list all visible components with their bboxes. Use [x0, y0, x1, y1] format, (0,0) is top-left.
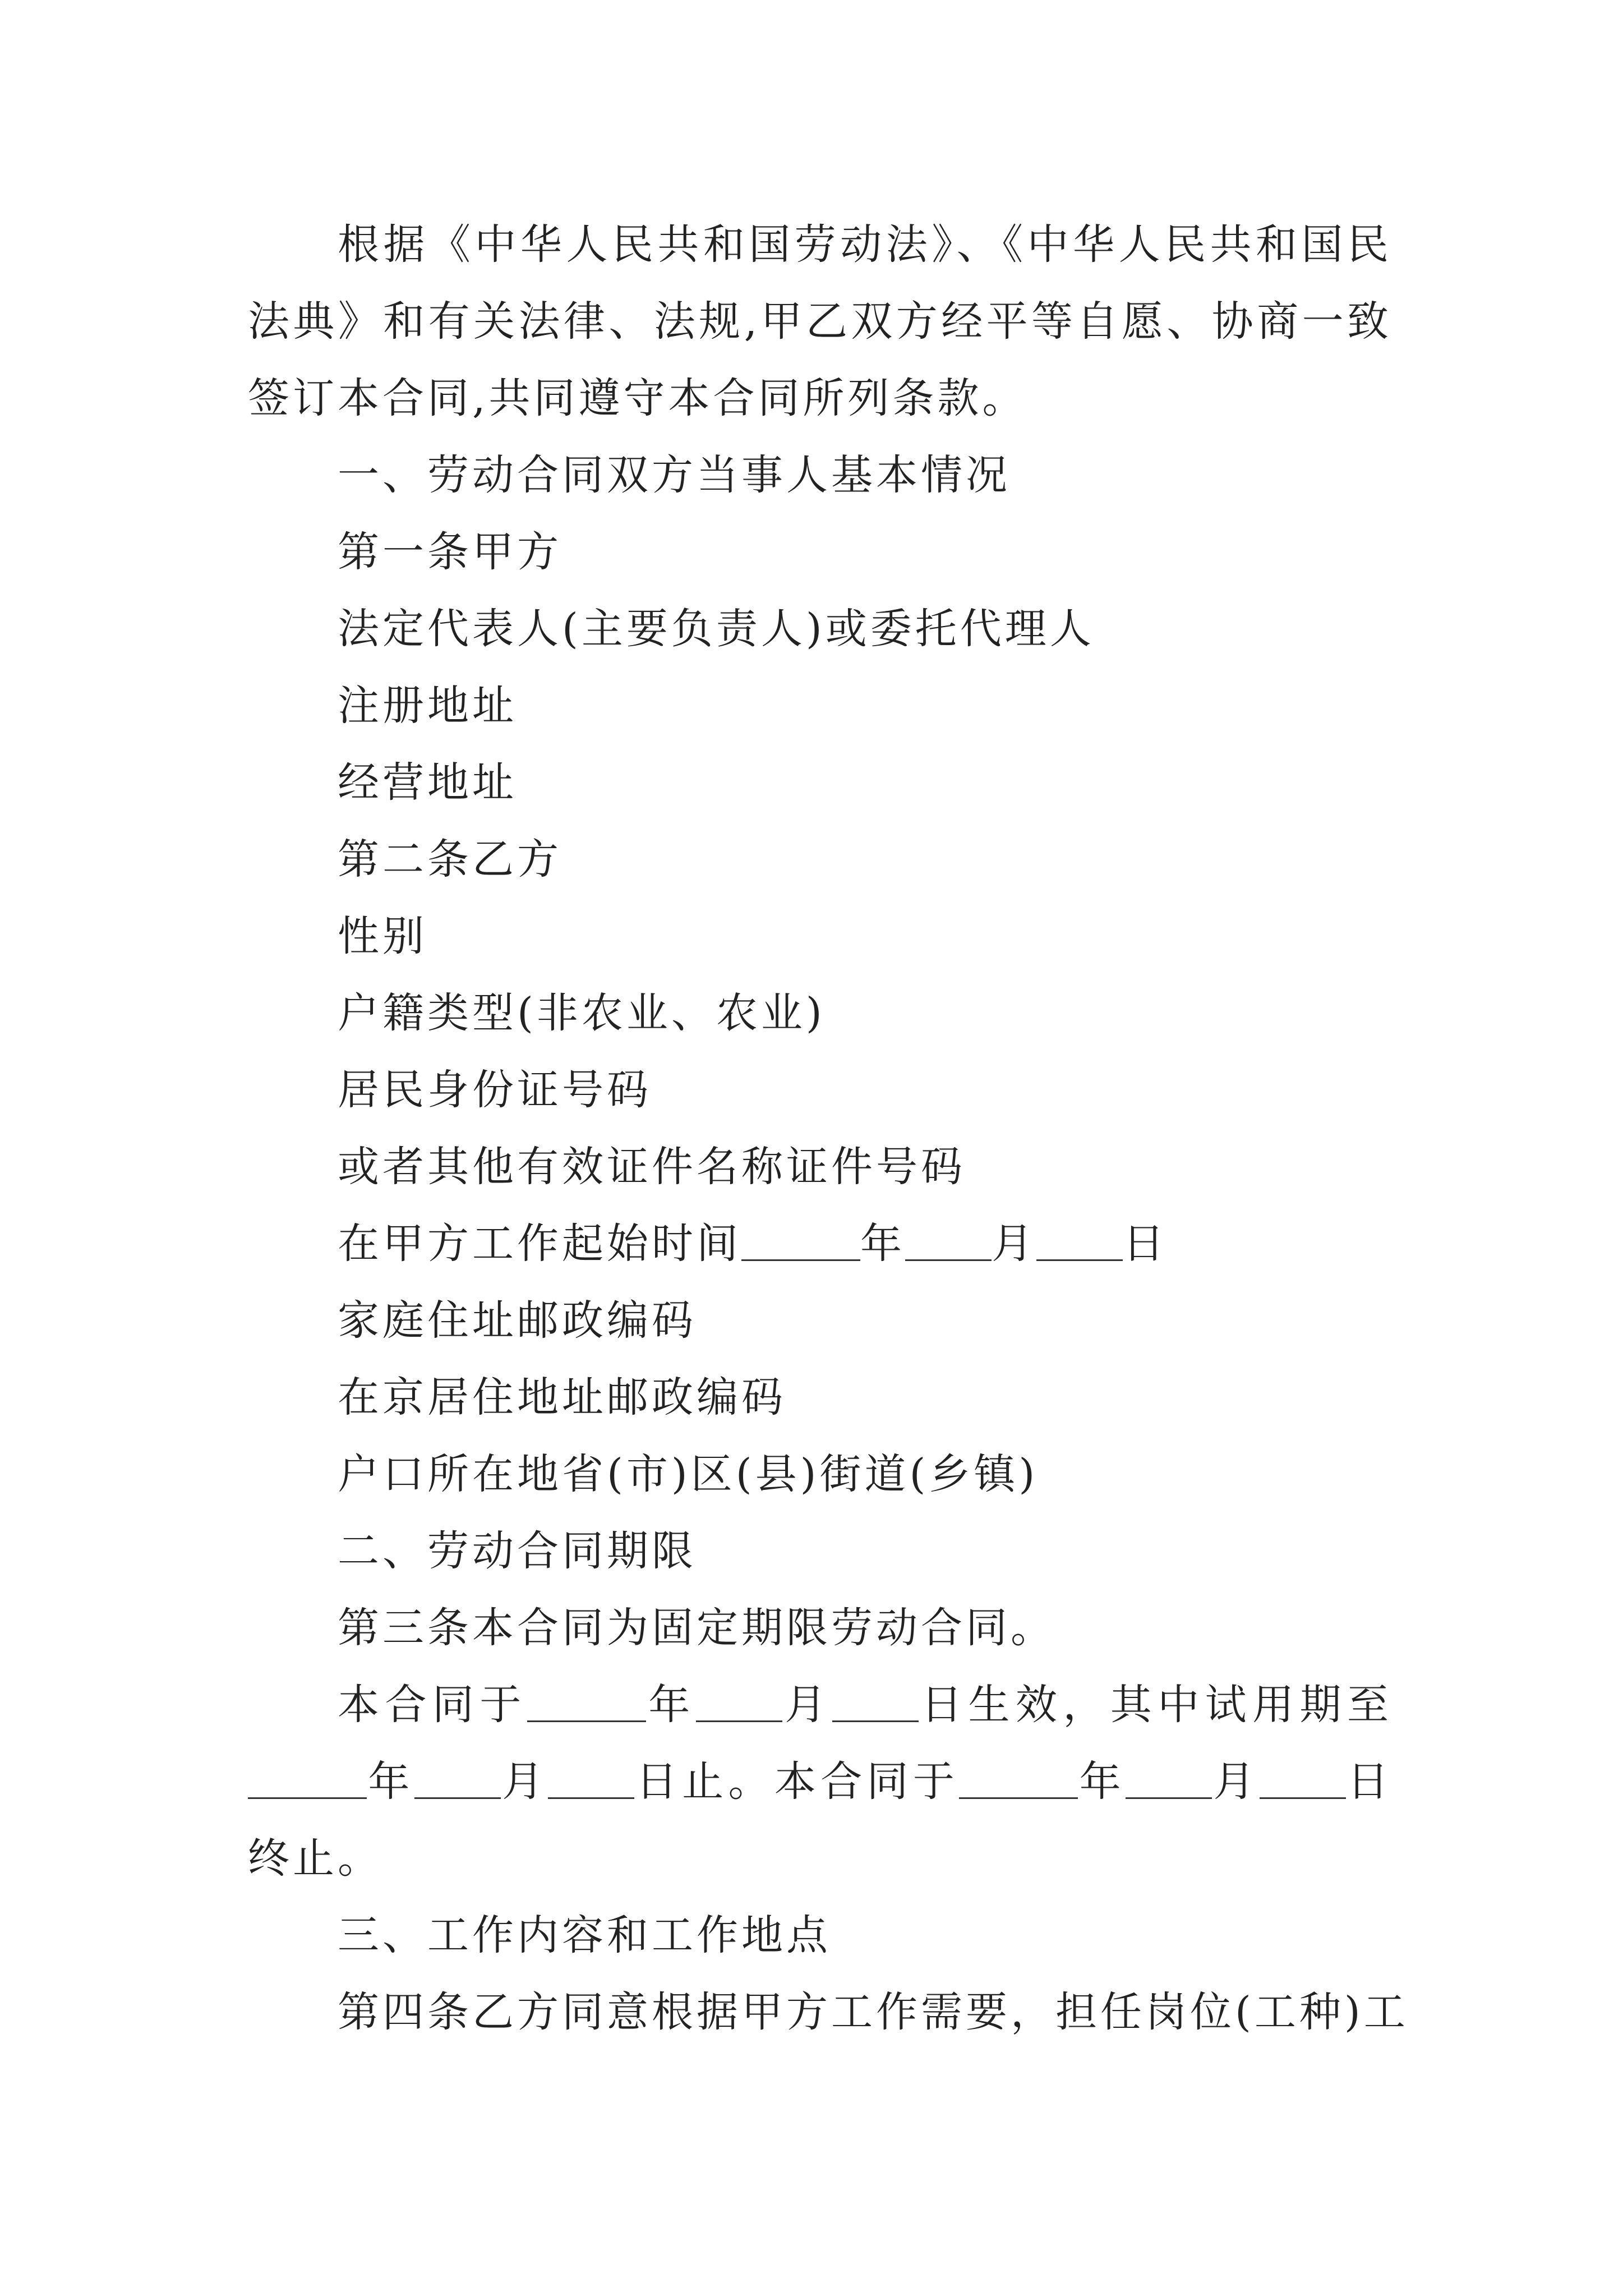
- section-heading: 一、劳动合同双方当事人基本情况: [338, 451, 1011, 499]
- year-label: 年: [860, 1220, 905, 1268]
- month-label: 月: [992, 1220, 1036, 1268]
- month-label: 月: [500, 1757, 548, 1806]
- form-line: 性别: [338, 912, 427, 960]
- day-blank[interactable]: [832, 1679, 919, 1722]
- article-line: 第一条甲方: [338, 528, 562, 576]
- section-heading: 三、工作内容和工作地点: [338, 1911, 831, 1959]
- article-line: 第二条乙方: [338, 835, 562, 884]
- section-heading: 二、劳动合同期限: [338, 1527, 697, 1575]
- start-date-line: [248, 1205, 1392, 1282]
- term-probation-end-text: 日止。本合同于: [634, 1757, 960, 1806]
- year-label: 年: [367, 1757, 414, 1806]
- start-time-label: 在甲方工作起始时间: [338, 1220, 741, 1268]
- preamble-paragraph: 根据《中华人民共和国劳动法》、《中华人民共和国民法典》和有关法律、法规,甲乙双方经平等自愿、协商一致签订本合同,共同遵守本合同所列条款。: [248, 220, 1392, 422]
- month-blank[interactable]: [414, 1756, 501, 1799]
- article-line: 第四条乙方同意根据甲方工作需要，担任岗位(工种)工: [338, 1988, 1409, 2036]
- day-label: 日: [1123, 1220, 1168, 1268]
- document-body: [248, 206, 1409, 2051]
- term-prefix: 本合同于: [338, 1681, 527, 1729]
- month-blank[interactable]: [1126, 1756, 1212, 1799]
- month-label: 月: [782, 1681, 832, 1729]
- form-line: 注册地址: [338, 682, 517, 730]
- year-label: 年: [645, 1681, 696, 1729]
- year-blank[interactable]: [527, 1679, 646, 1722]
- year-blank[interactable]: [248, 1756, 367, 1799]
- form-line: 家庭住址邮政编码: [338, 1296, 697, 1345]
- year-label: 年: [1078, 1757, 1126, 1806]
- form-line: 户籍类型(非农业、农业): [338, 989, 826, 1037]
- form-line: 居民身份证号码: [338, 1066, 652, 1114]
- month-blank[interactable]: [905, 1218, 992, 1261]
- day-blank[interactable]: [1036, 1218, 1123, 1261]
- form-line: 户口所在地省(市)区(县)街道(乡镇): [338, 1450, 1039, 1498]
- month-blank[interactable]: [696, 1679, 782, 1722]
- term-effective-text: 日生效，其中试用期至: [918, 1681, 1393, 1729]
- form-line: 经营地址: [338, 758, 517, 807]
- form-line: 或者其他有效证件名称证件号码: [338, 1143, 966, 1191]
- day-label: 日: [1345, 1757, 1393, 1806]
- day-blank[interactable]: [548, 1756, 634, 1799]
- day-blank[interactable]: [1260, 1756, 1346, 1799]
- year-blank[interactable]: [959, 1756, 1078, 1799]
- form-line: 法定代表人(主要负责人)或委托代理人: [338, 605, 1095, 653]
- month-label: 月: [1211, 1757, 1260, 1806]
- form-line: 在京居住地址邮政编码: [338, 1373, 786, 1421]
- term-paragraph: [248, 1667, 1392, 1897]
- term-terminate-text: 终止。: [248, 1834, 382, 1883]
- year-blank[interactable]: [741, 1218, 860, 1261]
- article-line: 第三条本合同为固定期限劳动合同。: [338, 1604, 1055, 1652]
